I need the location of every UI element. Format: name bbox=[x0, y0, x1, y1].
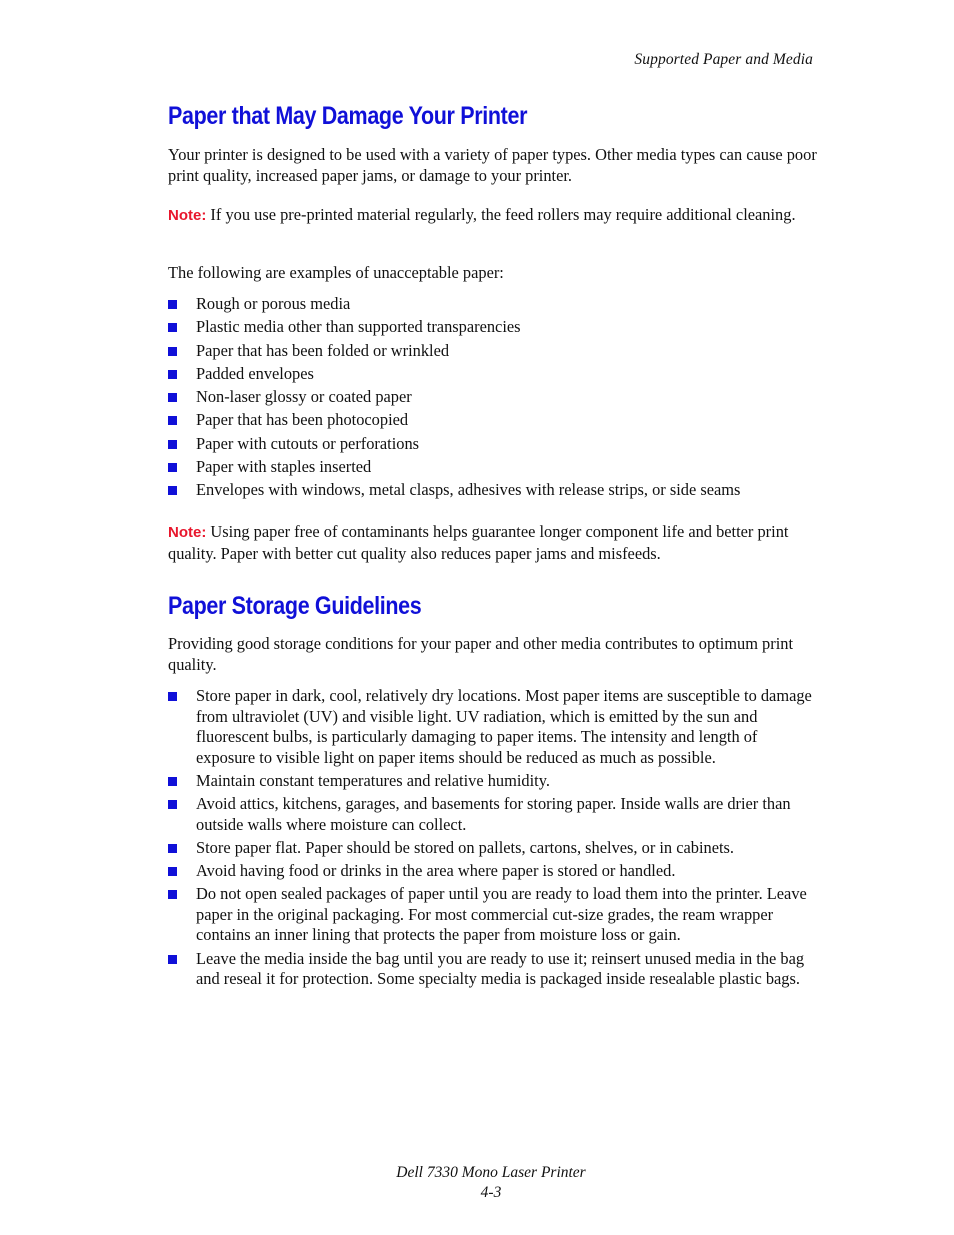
note-label: Note: bbox=[168, 207, 207, 224]
storage-guidelines-list bbox=[168, 686, 818, 993]
bullet-square-icon bbox=[168, 416, 177, 425]
bullet-square-icon bbox=[168, 844, 177, 853]
footer-product-name: Dell 7330 Mono Laser Printer bbox=[396, 1164, 586, 1181]
unacceptable-paper-list bbox=[168, 294, 818, 504]
bullet-square-icon bbox=[168, 692, 177, 701]
list-item bbox=[168, 317, 818, 338]
list-item-text: Padded envelopes bbox=[196, 363, 314, 383]
list-item-text: Envelopes with windows, metal clasps, adhesives with release strips, or side seams bbox=[196, 480, 741, 500]
list-item bbox=[168, 457, 818, 478]
bullet-square-icon bbox=[168, 347, 177, 356]
page-footer bbox=[0, 1163, 954, 1203]
note-paragraph-contaminants bbox=[168, 522, 818, 564]
bullet-square-icon bbox=[168, 440, 177, 449]
note-text: If you use pre-printed material regularly, the feed rollers may require additional cleaning. bbox=[206, 205, 796, 224]
list-item-text: Paper that has been photocopied bbox=[196, 410, 409, 430]
list-item bbox=[168, 410, 818, 431]
list-item bbox=[168, 949, 818, 990]
note-text: Using paper free of contaminants helps guarantee longer component life and better print quality. Paper with better cut quality also reduces paper jams and misfeeds. bbox=[168, 522, 789, 563]
list-item-text: Paper that has been folded or wrinkled bbox=[196, 340, 450, 360]
list-item-text: Avoid having food or drinks in the area where paper is stored or handled. bbox=[196, 861, 676, 881]
list-item bbox=[168, 294, 818, 315]
bullet-square-icon bbox=[168, 370, 177, 379]
section-title-storage: Paper Storage Guidelines bbox=[168, 592, 422, 620]
list-item-text: Rough or porous media bbox=[196, 294, 351, 313]
list-intro: The following are examples of unacceptable paper: bbox=[168, 263, 504, 282]
bullet-square-icon bbox=[168, 486, 177, 495]
list-item-text: Non-laser glossy or coated paper bbox=[196, 387, 412, 407]
intro-paragraph-damage: Your printer is designed to be used with a variety of paper types. Other media types can cause poor print quality, increased paper jams, or damage to your printer. bbox=[168, 145, 817, 185]
note-label: Note: bbox=[168, 524, 207, 541]
list-item bbox=[168, 884, 818, 946]
list-item bbox=[168, 387, 818, 408]
list-item-text: Maintain constant temperatures and relative humidity. bbox=[196, 770, 550, 790]
list-item-text: Leave the media inside the bag until you are ready to use it; reinsert unused media in the bag and reseal it for protection. Some specialty media is packaged inside resealable plastic bags. bbox=[196, 948, 805, 989]
list-item-text: Do not open sealed packages of paper until you are ready to load them into the printer. Leave paper in the original packaging. For most commercial cut-size grades, the ream wrapper contains an inner lining that protects the paper from moisture loss or gain. bbox=[196, 884, 807, 945]
list-item-text: Avoid attics, kitchens, garages, and basements for storing paper. Inside walls are drier than outside walls where moisture can collect. bbox=[196, 794, 791, 834]
bullet-square-icon bbox=[168, 300, 177, 309]
list-item bbox=[168, 686, 818, 768]
bullet-square-icon bbox=[168, 867, 177, 876]
bullet-square-icon bbox=[168, 777, 177, 786]
list-item-text: Paper with staples inserted bbox=[196, 457, 372, 477]
list-item bbox=[168, 861, 818, 882]
bullet-square-icon bbox=[168, 955, 177, 964]
section-title-damage: Paper that May Damage Your Printer bbox=[168, 102, 528, 130]
bullet-square-icon bbox=[168, 890, 177, 899]
list-item-text: Paper with cutouts or perforations bbox=[196, 433, 420, 453]
bullet-square-icon bbox=[168, 800, 177, 809]
list-item-text: Plastic media other than supported transparencies bbox=[196, 317, 521, 337]
bullet-square-icon bbox=[168, 463, 177, 472]
list-item bbox=[168, 838, 818, 859]
list-item bbox=[168, 480, 818, 501]
list-item bbox=[168, 771, 818, 792]
running-header: Supported Paper and Media bbox=[634, 51, 813, 68]
intro-paragraph-storage: Providing good storage conditions for your paper and other media contributes to optimum print quality. bbox=[168, 634, 794, 674]
list-item bbox=[168, 364, 818, 385]
list-item-text: Store paper in dark, cool, relatively dry locations. Most paper items are susceptible to damage from ultraviolet (UV) and visible light. UV radiation, which is emitted by the sun and fluorescent bulbs, is particularly damaging to paper items. The intensity and length of exposure to visible light on paper items should be reduced as much as possible. bbox=[196, 686, 812, 767]
list-item-text: Store paper flat. Paper should be stored on pallets, cartons, shelves, or in cabinets. bbox=[196, 837, 735, 857]
bullet-square-icon bbox=[168, 393, 177, 402]
bullet-square-icon bbox=[168, 323, 177, 332]
footer-page-number: 4-3 bbox=[480, 1184, 502, 1201]
list-item bbox=[168, 794, 818, 835]
list-item bbox=[168, 434, 818, 455]
list-item bbox=[168, 341, 818, 362]
note-paragraph-cleaning bbox=[168, 205, 818, 227]
